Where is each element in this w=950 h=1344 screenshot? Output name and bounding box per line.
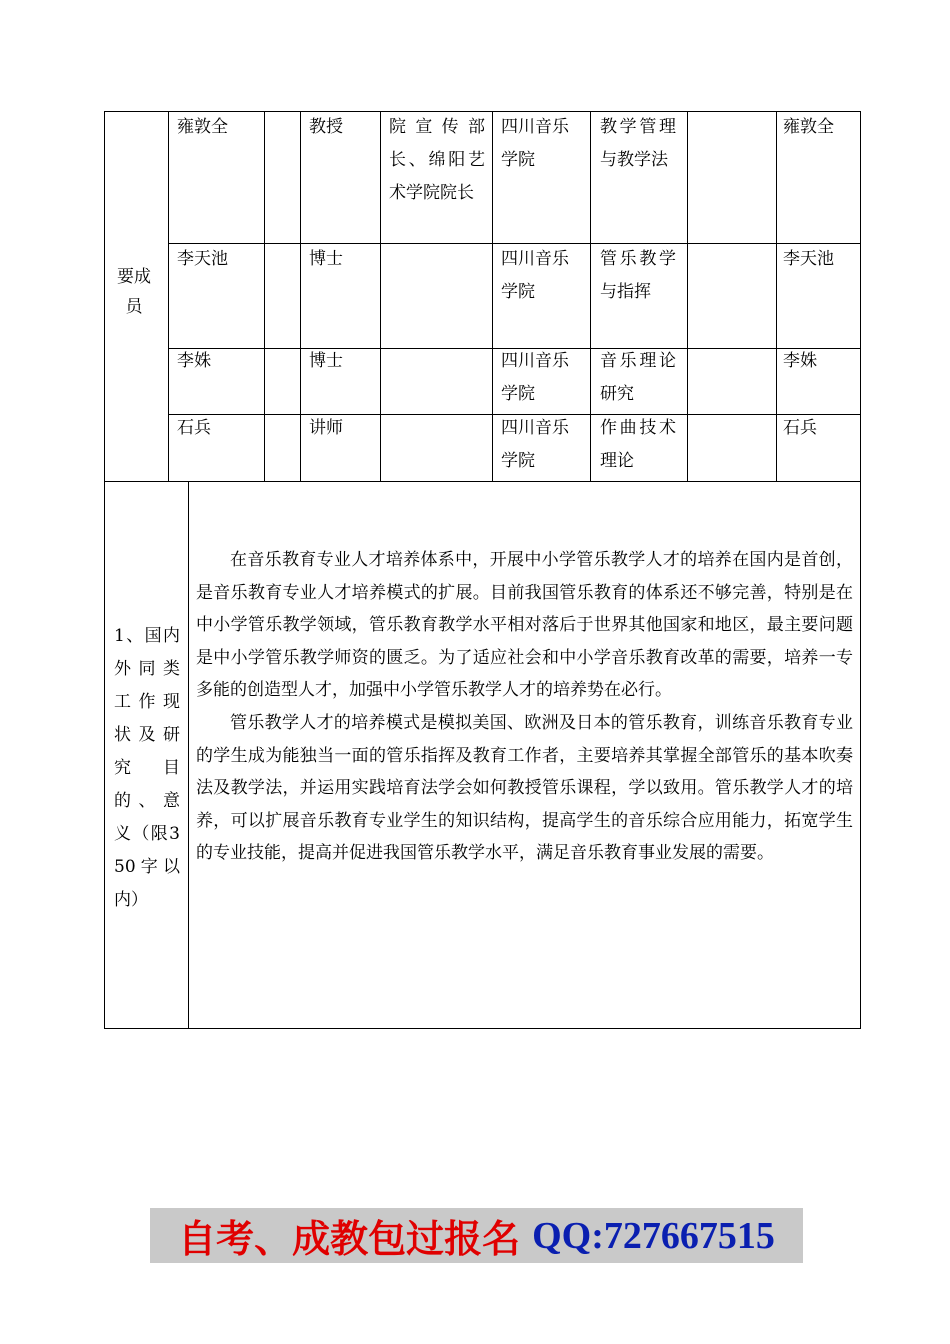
member-unit: 四川音乐学院 — [501, 351, 569, 404]
member-title: 讲师 — [309, 418, 343, 438]
col-divider — [776, 111, 777, 481]
col-divider — [264, 111, 265, 481]
member-name: 李姝 — [177, 351, 211, 371]
member-name: 雍敦全 — [177, 117, 228, 137]
member-field: 作曲技术理论 — [600, 418, 676, 471]
col-divider — [687, 111, 688, 481]
table-border-left — [104, 111, 105, 1029]
member-field: 音乐理论研究 — [600, 351, 676, 404]
member-field: 管乐教学与指挥 — [600, 249, 676, 302]
member-signature: 石兵 — [783, 418, 817, 438]
members-label: 要成员 — [117, 267, 151, 317]
ad-banner — [150, 1208, 803, 1263]
section-body — [196, 544, 853, 870]
member-unit: 四川音乐学院 — [501, 418, 569, 471]
member-signature: 雍敦全 — [783, 117, 834, 137]
member-position: 院宣传部长、绵阳艺术学院院长 — [389, 117, 485, 203]
member-title: 教授 — [309, 117, 343, 137]
member-name: 石兵 — [177, 418, 211, 438]
col-divider — [188, 481, 189, 1029]
member-signature: 李姝 — [783, 351, 817, 371]
col-divider — [590, 111, 591, 481]
body-paragraph: 管乐教学人才的培养模式是模拟美国、欧洲及日本的管乐教育，训练音乐教育专业的学生成为能独当一面的管乐指挥及教育工作者，主要培养其掌握全部管乐的基本吹奏法及教学法，并运用实践培育法学会如何教授管乐课程，学以致用。管乐教学人才的培养，可以扩展音乐教育专业学生的知识结构，提高学生的音乐综合应用能力，拓宽学生的专业技能，提高并促进我国管乐教学水平，满足音乐教育事业发展的需要。 — [196, 712, 853, 864]
member-title: 博士 — [309, 351, 343, 371]
member-signature: 李天池 — [783, 249, 834, 269]
col-divider — [492, 111, 493, 481]
col-divider — [380, 111, 381, 481]
banner-text: 自考、成教包过报名 — [178, 1219, 521, 1261]
member-unit: 四川音乐学院 — [501, 249, 569, 302]
body-paragraph: 在音乐教育专业人才培养体系中，开展中小学管乐教学人才的培养在国内是首创，是音乐教育专业人才培养模式的扩展。目前我国管乐教育的体系还不够完善，特别是在中小学管乐教学领域，管乐教育教学水平相对落后于世界其他国家和地区，最主要问题是中小学管乐教学师资的匮乏。为了适应社会和中小学音乐教育改革的需要，培养一专多能的创造型人才，加强中小学管乐教学人才的培养势在必行。 — [196, 550, 853, 701]
member-unit: 四川音乐学院 — [501, 117, 569, 170]
table-border-bottom — [104, 1028, 861, 1029]
col-divider — [168, 111, 169, 481]
member-title: 博士 — [309, 249, 343, 269]
row-divider — [104, 481, 861, 482]
banner-qq: QQ:727667515 — [532, 1214, 775, 1257]
member-field: 教学管理与教学法 — [600, 117, 676, 170]
member-name: 李天池 — [177, 249, 228, 269]
table-border-right — [860, 111, 861, 1029]
section-label: 1、国内外同类工作现状及研究目的、意义（限350字以内） — [114, 626, 180, 910]
col-divider — [300, 111, 301, 481]
